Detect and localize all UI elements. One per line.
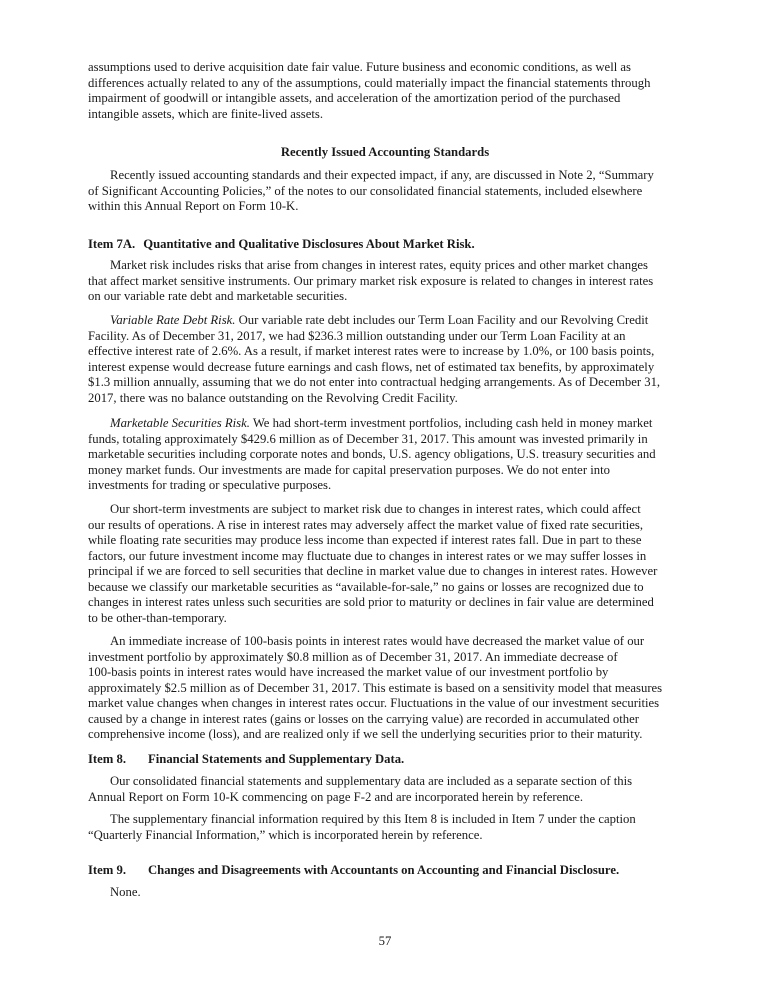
text-line: investment portfolio by approximately $0.8 million as of December 31, 2017. An immediate decrease of (88, 649, 618, 664)
text-line: while floating rate securities may produce less income than expected if interest rates fall. Due in part to these (88, 533, 642, 547)
text-line: Our variable rate debt includes our Term Loan Facility and our Revolving Credit (235, 313, 649, 327)
text-line: caused by a change in interest rates (gains or losses on the carrying value) are recorded in accumulated other (88, 711, 639, 726)
text-line: None. (110, 885, 141, 899)
text-line: The supplementary financial information required by this Item 8 is included in Item 7 under the caption (110, 812, 636, 826)
paragraph-supplementary-info (88, 812, 688, 843)
item-8-heading (88, 752, 688, 768)
text-line: changes in interest rates unless such securities are sold prior to maturity or declines in fair value are determined (88, 595, 654, 609)
text-line: We had short-term investment portfolios, including cash held in money market (249, 416, 653, 430)
text-line: to be other-than-temporary. (88, 610, 227, 625)
heading-text: Recently Issued Accounting Standards (280, 145, 490, 159)
text-line: that affect market sensitive instruments. Our primary market risk exposure is related to changes in interest rates (88, 273, 654, 288)
paragraph-lead: Variable Rate Debt Risk. (110, 313, 236, 327)
text-line: Recently issued accounting standards and their expected impact, if any, are discussed in Note 2, “Summary (110, 168, 654, 182)
text-line: Market risk includes risks that arise from changes in interest rates, equity prices and other market changes (110, 258, 648, 272)
item-number: Item 7A. (88, 237, 136, 251)
text-line: assumptions used to derive acquisition date fair value. Future business and economic conditions, as well as (88, 60, 631, 74)
page-number (88, 934, 682, 950)
text-line: $1.3 million annually, assuming that we do not enter into contractual hedging arrangements. As of December 31, (88, 375, 661, 389)
text-line: because we classify our marketable securities as “available-for-sale,” no gains or losses are recognized due to (88, 579, 644, 594)
item-title: Quantitative and Qualitative Disclosures About Market Risk. (143, 237, 475, 251)
text-line: intangible assets, which are finite-lived assets. (88, 106, 324, 121)
text-line: of Significant Accounting Policies,” of the notes to our consolidated financial statements, included elsewhere (88, 183, 643, 198)
text-line: market value changes when changes in interest rates occur. Fluctuations in the value of our investment securities (88, 696, 660, 710)
paragraph-acquisition-assumptions (88, 60, 688, 122)
text-line: our results of operations. A rise in interest rates may adversely affect the market value of fixed rate securities, (88, 517, 643, 532)
text-line: impairment of goodwill or intangible assets, and acceleration of the amortization period of the purchased (88, 91, 621, 105)
paragraph-none (88, 885, 688, 901)
paragraph-marketable-securities-risk (88, 416, 688, 494)
text-line: effective interest rate of 2.6%. As a result, if market interest rates were to increase by 1.0%, or 100 basis points, (88, 344, 655, 358)
item-title: Changes and Disagreements with Accountants on Accounting and Financial Disclosure. (148, 863, 620, 877)
section-heading-recent-standards (88, 145, 682, 161)
text-line: differences actually related to any of the assumptions, could materially impact the financial statements through (88, 75, 651, 90)
text-line: Facility. As of December 31, 2017, we had $236.3 million outstanding under our Term Loan Facility at an (88, 328, 626, 343)
text-line: marketable securities including corporate notes and bonds, U.S. agency obligations, U.S. treasury securities and (88, 447, 656, 461)
text-line: An immediate increase of 100-basis points in interest rates would have decreased the market value of our (110, 634, 645, 648)
text-line: Annual Report on Form 10-K commencing on page F-2 and are incorporated herein by reference. (88, 789, 583, 804)
item-number: Item 8. (88, 752, 127, 766)
paragraph-market-risk (88, 258, 688, 305)
text-line: Our consolidated financial statements and supplementary data are included as a separate section of this (110, 774, 633, 788)
text-line: investments for trading or speculative purposes. (88, 478, 332, 492)
text-line: interest expense would decrease future earnings and cash flows, net of estimated tax benefits, by approximately (88, 359, 655, 374)
item-7a-heading (88, 237, 688, 253)
text-line: within this Annual Report on Form 10-K. (88, 199, 299, 213)
text-line: on our variable rate debt and marketable securities. (88, 289, 348, 303)
text-line: money market funds. Our investments are made for capital preservation purposes. We do not enter into (88, 462, 610, 477)
text-line: funds, totaling approximately $429.6 million as of December 31, 2017. This amount was invested primarily in (88, 431, 648, 446)
text-line: “Quarterly Financial Information,” which is incorporated herein by reference. (88, 827, 483, 842)
text-line: comprehensive income (loss), and are realized only if we sell the underlying securities prior to their maturity. (88, 727, 643, 741)
text-line: 2017, there was no balance outstanding on the Revolving Credit Facility. (88, 390, 458, 405)
paragraph-sensitivity (88, 634, 688, 743)
text-line: 100-basis points in interest rates would have increased the market value of our investment portfolio by (88, 665, 609, 679)
item-title: Financial Statements and Supplementary Data. (148, 752, 405, 766)
text-line: principal if we are forced to sell securities that decline in market value due to changes in interest rates. However (88, 564, 658, 578)
paragraph-lead: Marketable Securities Risk. (110, 416, 250, 430)
text-line: approximately $2.5 million as of December 31, 2017. This estimate is based on a sensitivity model that measures (88, 680, 663, 695)
paragraph-short-term-investments (88, 502, 688, 626)
page-number-text: 57 (378, 934, 392, 948)
item-number: Item 9. (88, 863, 127, 877)
item-9-heading (88, 863, 688, 879)
text-line: factors, our future investment income may fluctuate due to changes in interest rates or we may suffer losses in (88, 548, 647, 563)
paragraph-financial-statements (88, 774, 688, 805)
paragraph-recent-standards (88, 168, 688, 215)
text-line: Our short-term investments are subject to market risk due to changes in interest rates, which could affect (110, 502, 641, 516)
paragraph-variable-rate-debt-risk (88, 313, 688, 406)
